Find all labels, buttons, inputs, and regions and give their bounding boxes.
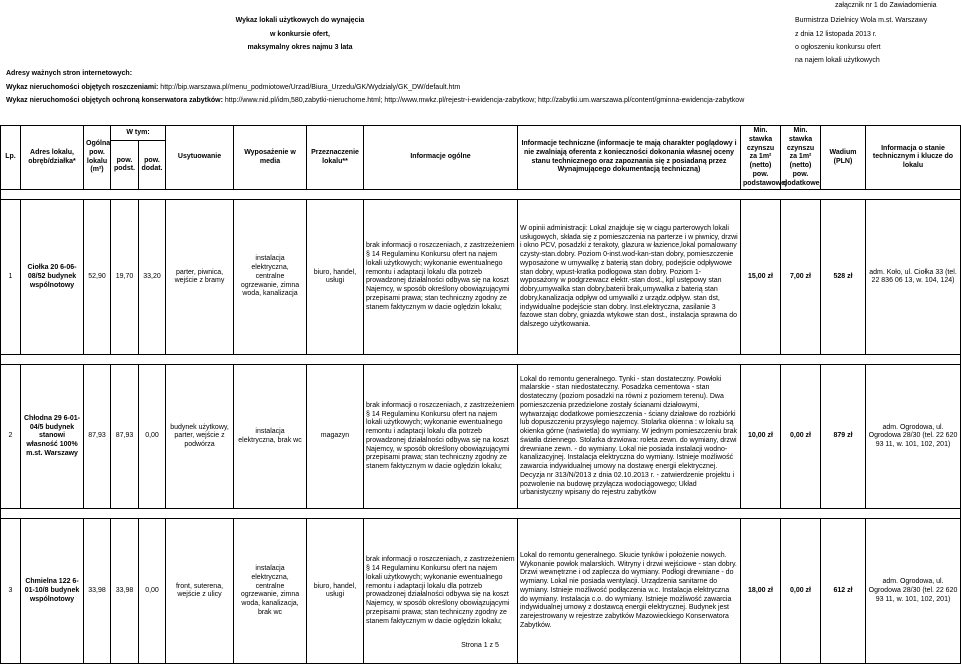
- col-info-tech: Informacje techniczne (informacje te mają charakter poglądowy i nie zwalniają oferenta z konieczności dokonania własnej oceny stanu technicznego oraz zapoznania się z posiadaną przez Wynajmującego dokumentacją techniczną): [518, 126, 741, 190]
- col-media: Wyposażenie w media: [234, 126, 307, 190]
- cell-stawka-dodat: 0,00 zł: [781, 365, 821, 509]
- col-info-ogolne: Informacje ogólne: [364, 126, 518, 190]
- col-pow-podst: pow. podst.: [111, 141, 139, 190]
- spacer-row: [1, 355, 961, 365]
- cell-info-tech: Lokal do remontu generalnego. Tynki - stan dostateczny. Powłoki malarskie - stan niedostateczny. Posadzka cementowa - stan dostateczny (poziom posadzki na równi z poziomem terenu). Dwa pomieszczenia przedzielone zostały ścianami działowymi, wytwarzając dodatkowe pomieszczenia - ściany działowe do rozbiórki lub dopuszczeniu przysyłego najemcy. Stolarka okienna : w lokalu są okienka górne (naświetla) do wymiany. W jednym pomieszczeniu brak światła dziennego. Stolarka drzwiowa: roleta zewn. do wymiany, drzwi drewniane zewn. - do wymiany. Lokal nie posiada instalacji wodno-kanalizacyjnej. Instalacja elektryczna do wymiany. Istnieje możliwość zawarcia indywidualnej umowy na dostawę energii elektrycznej. Decyzja nr 313/N/2013 z dnia 02.10.2013 r. - zatwierdzenie projektu i pozwolenie na budowę przyłącza wodociągowego; Układ urbanistyczny wpisany do rejestru zabytków: [518, 365, 741, 509]
- spacer-row: [1, 190, 961, 200]
- cell-stawka-dodat: 7,00 zł: [781, 200, 821, 355]
- cell-total: 87,93: [84, 365, 111, 509]
- title-line-1: Wykaz lokali użytkowych do wynajęcia: [235, 17, 365, 24]
- cell-info-ogolne: brak informacji o roszczeniach, z zastrzeżeniem § 14 Regulaminu Konkursu ofert na najem lokali użytkowych; wykonanie ewentualnego remontu i adaptacji lokalu dla potrzeb prowadzonej działalności odbywa się na koszt Najemcy, w sposób określony obowiązującymi przepisami prawa; stan techniczny zgodny ze stanem faktycznym w dacie oględzin lokalu;: [364, 200, 518, 355]
- cell-podst: 33,98: [111, 519, 139, 664]
- cell-dodat: 33,20: [139, 200, 166, 355]
- cell-lp: 1: [1, 200, 21, 355]
- claims-line: [6, 84, 460, 91]
- right-line-4: na najem lokali użytkowych: [795, 57, 880, 64]
- cell-address: Ciołka 20 6-06-08/52 budynek wspólnotowy: [21, 200, 84, 355]
- col-w-tym: W tym:: [111, 126, 166, 141]
- cell-przeznaczenie: biuro, handel, usługi: [307, 200, 364, 355]
- col-przeznaczenie: Przeznaczenie lokalu**: [307, 126, 364, 190]
- cell-stawka-podst: 15,00 zł: [741, 200, 781, 355]
- right-line-1: Burmistrza Dzielnicy Wola m.st. Warszawy: [795, 17, 928, 24]
- title-line-2: w konkursie ofert,: [270, 31, 330, 38]
- cell-dodat: 0,00: [139, 519, 166, 664]
- cell-lp: 2: [1, 365, 21, 509]
- attachment-note: załącznik nr 1 do Zawiadomienia: [835, 2, 937, 9]
- cell-media: instalacja elektryczna, brak wc: [234, 365, 307, 509]
- cell-usytuowanie: budynek użytkowy, parter, wejście z podwórza: [166, 365, 234, 509]
- cell-info-tech: Lokal do remontu generalnego. Skucie tynków i położenie nowych. Wykonanie powłok malarskich. Witryny i drzwi wejściowe - stan dobry. Drzwi wewnętrzne i od zaplecza do wymiany. Podłogi drewniane - do wymiany. Lokal nie posiada wentylacji. Urządzenia sanitarne do wymiany. Istnieje możliwość podłączenia w.c. Instalacja elektryczna do wymiany. Instalacja c.o. do wymiany. Istnieje możliwość zawarcia indywidualnej umowy z dostawcą energii elektrycznej. Budynek jest zarejestrowany w rejestrze zabytków Mazowieckiego Konserwatora Zabytków.: [518, 519, 741, 664]
- addresses-label: Adresy ważnych stron internetowych:: [6, 70, 133, 77]
- monuments-url[interactable]: http://www.nid.pl/idm,580,zabytki-nieruchome.html; http://www.mwkz.pl/rejestr-i-ewidencja-zabytkow; http://zabytki.um.warszawa.pl/content/gminna-ewidencja-zabytkow: [222, 97, 745, 104]
- table-row: [1, 365, 961, 509]
- cell-klucze: adm. Ogrodowa, ul. Ogrodowa 28/30 (tel. 22 620 93 11, w. 101, 102, 201): [866, 365, 961, 509]
- cell-media: instalacja elektryczna, centralne ogrzewanie, zimna woda, kanalizacja, brak wc: [234, 519, 307, 664]
- page-footer: Strona 1 z 5: [461, 642, 499, 649]
- cell-przeznaczenie: biuro, handel, usługi: [307, 519, 364, 664]
- col-address: Adres lokalu, obręb/działka*: [21, 126, 84, 190]
- monuments-label: Wykaz nieruchomości objętych ochroną konserwatora zabytków:: [6, 97, 223, 104]
- cell-address: Chmielna 122 6-01-10/8 budynek wspólnotowy: [21, 519, 84, 664]
- cell-podst: 19,70: [111, 200, 139, 355]
- col-usytuowanie: Usytuowanie: [166, 126, 234, 190]
- cell-stawka-dodat: 0,00 zł: [781, 519, 821, 664]
- cell-usytuowanie: front, suterena, wejście z ulicy: [166, 519, 234, 664]
- monuments-line: [6, 97, 744, 104]
- col-lp: Lp.: [1, 126, 21, 190]
- premises-table: [0, 125, 961, 664]
- col-pow-dodat: pow. dodat.: [139, 141, 166, 190]
- cell-stawka-podst: 18,00 zł: [741, 519, 781, 664]
- cell-total: 33,98: [84, 519, 111, 664]
- cell-media: instalacja elektryczna, centralne ogrzewanie, zimna woda, kanalizacja: [234, 200, 307, 355]
- title-line-3: maksymalny okres najmu 3 lata: [247, 44, 353, 51]
- cell-stawka-podst: 10,00 zł: [741, 365, 781, 509]
- right-line-3: o ogłoszeniu konkursu ofert: [795, 44, 881, 51]
- cell-przeznaczenie: magazyn: [307, 365, 364, 509]
- col-stawka-dodat: Min. stawka czynszu za 1m² (netto) pow. dodatkowej: [781, 126, 821, 190]
- cell-klucze: adm. Ogrodowa, ul. Ogrodowa 28/30 (tel. 22 620 93 11, w. 101, 102, 201): [866, 519, 961, 664]
- cell-lp: 3: [1, 519, 21, 664]
- header-row-1: [1, 126, 961, 141]
- cell-info-ogolne: brak informacji o roszczeniach, z zastrzeżeniem § 14 Regulaminu Konkursu ofert na najem lokali użytkowych; wykonanie ewentualnego remontu i adaptacji lokalu dla potrzeb prowadzonej działalności odbywa się na koszt Najemcy, w sposób określony obowiązującymi przepisami prawa; stan techniczny zgodny ze stanem faktycznym w dacie oględzin lokalu;: [364, 365, 518, 509]
- claims-url[interactable]: http://bip.warszawa.pl/menu_podmiotowe/Urzad/Biura_Urzedu/GK/Wydzialy/GK_DW/default.htm: [158, 84, 461, 91]
- col-stawka-podst: Min. stawka czynszu za 1m² (netto) pow. podstawowej: [741, 126, 781, 190]
- cell-usytuowanie: parter, piwnica, wejście z bramy: [166, 200, 234, 355]
- col-total-area: Ogólna pow. lokalu (m²): [84, 126, 111, 190]
- col-wadium: Wadium (PLN): [821, 126, 866, 190]
- cell-wadium: 528 zł: [821, 200, 866, 355]
- cell-info-tech: W opinii administracji: Lokal znajduje się w ciągu parterowych lokali usługowych, składa się z pomieszczenia na parterze i w piwnicy, drzwi i okno PCV, posadzki z terakoty, glazura w łazience,lokal pomalowany czysty-stan.dobry. Poziom 0-inst.wod-kan-stan dobry, pomieszczenie wyposażone w umywalkę z baterią stan dobry, podejście odpływowe stan dobry, wpust-kratka podłogowa stan dobry. Poziom 1-wyposażony w podgrzewacz elektr.-stan dost., kpl ustępowy stan dobry,umywalka stan dobry,baterii brak,umywalka z baterią stan dobry,kanalizacja odpływ od umywalki z urządz.odpływ. stan dst, indywidualne podejście stan dobry. Inst.elektryczna, zasilanie 3 fazowe stan dobry, gniazda wtykowe stan dost., instalacja sprawna do dalszego użytkowania.: [518, 200, 741, 355]
- cell-total: 52,90: [84, 200, 111, 355]
- spacer-row: [1, 509, 961, 519]
- claims-label: Wykaz nieruchomości objętych roszczeniami:: [6, 84, 159, 91]
- cell-info-ogolne: brak informacji o roszczeniach, z zastrzeżeniem § 14 Regulaminu Konkursu ofert na najem lokali użytkowych; wykonanie ewentualnego remontu i adaptacji lokalu dla potrzeb prowadzonej działalności odbywa się na koszt Najemcy, w sposób określony obowiązującymi przepisami prawa; stan techniczny zgodny ze stanem faktycznym w dacie oględzin lokalu;: [364, 519, 518, 664]
- cell-wadium: 879 zł: [821, 365, 866, 509]
- cell-klucze: adm. Koło, ul. Ciołka 33 (tel. 22 836 06 13, w. 104, 124): [866, 200, 961, 355]
- table-row: [1, 200, 961, 355]
- cell-wadium: 612 zł: [821, 519, 866, 664]
- right-line-2: z dnia 12 listopada 2013 r.: [795, 31, 877, 38]
- cell-address: Chłodna 29 6-01-04/5 budynek stanowi własność 100% m.st. Warszawy: [21, 365, 84, 509]
- col-klucze: Informacja o stanie technicznym i klucze do lokalu: [866, 126, 961, 190]
- cell-dodat: 0,00: [139, 365, 166, 509]
- cell-podst: 87,93: [111, 365, 139, 509]
